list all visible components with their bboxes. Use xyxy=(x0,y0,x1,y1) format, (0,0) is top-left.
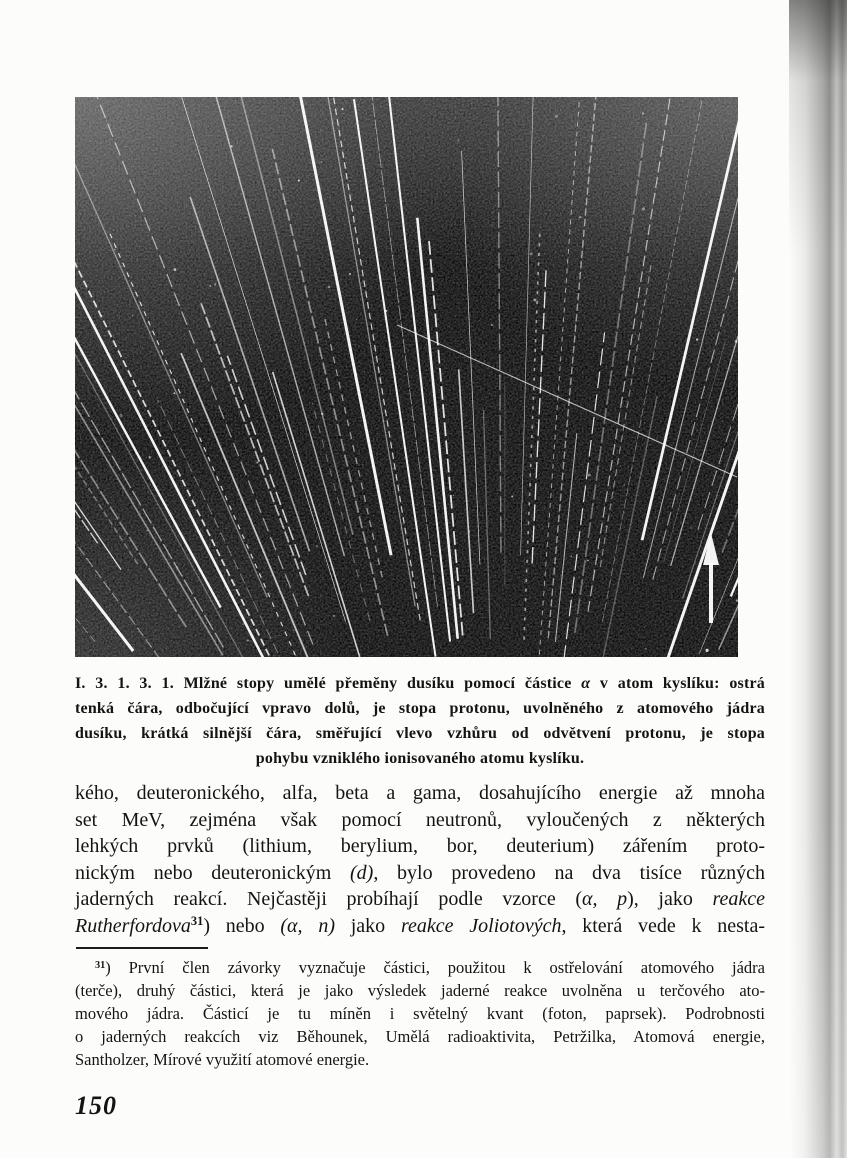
footnote-line-4: o jaderných reakcích viz Běhounek, Umělá radioaktivita, Petržilka, Atomová energie, xyxy=(75,1027,765,1046)
body-line-4: nickým nebo deuteronickým (d), bylo provedeno na dva tisíce různých xyxy=(75,861,765,884)
footnote-line-1: $^{31}$) První člen závorky vyznačuje částici, použitou k ostřelování atomového jádra xyxy=(95,958,765,977)
footnote-line-5: Santholzer, Mírové využití atomové energie. xyxy=(75,1050,370,1069)
caption-line-4: pohybu vzniklého ionisovaného atomu kyslíku. xyxy=(255,750,585,767)
footnote-line-2: (terče), druhý částici, která je jako výsledek jaderné reakce uvolněna u terčového ato- xyxy=(75,981,765,1000)
film-grain-overlay xyxy=(75,97,738,657)
figure-caption xyxy=(75,671,765,771)
book-spine-shadow xyxy=(789,0,847,1158)
body-line-3: lehkých prvků (lithium, berylium, bor, deuterium) zářením proto- xyxy=(75,835,765,857)
body-line-1: kého, deuteronického, alfa, beta a gama, dosahujícího energie až mnoha xyxy=(75,782,765,804)
body-line-2: set MeV, zejména však pomocí neutronů, vyloučených z některých xyxy=(75,808,765,831)
page-number: 150 xyxy=(75,1091,117,1120)
footnote-line-3: mového jádra. Částicí je tu míněn i světelný kvant (foton, paprsek). Podrobnosti xyxy=(75,1004,765,1023)
caption-line-1: I. 3. 1. 3. 1. Mlžné stopy umělé přeměny dusíku pomocí částice α v atom kyslíku: ostrá xyxy=(75,675,765,692)
footnote xyxy=(75,956,765,1071)
body-text xyxy=(75,780,765,939)
footnote-separator xyxy=(76,947,208,949)
cloud-chamber-photo xyxy=(75,97,738,657)
caption-line-2: tenká čára, odbočující vpravo dolů, je stopa protonu, uvolněného z atomového jádra xyxy=(75,700,765,717)
body-line-6: Rutherfordova$^{31}$) nebo (α, n) jako reakce Joliotových, která vede k nesta- xyxy=(75,914,765,937)
cloud-chamber-figure xyxy=(75,97,738,657)
caption-line-3: dusíku, krátká silnější čára, směřující vlevo vzhůru od odvětvení protonu, je stopa xyxy=(75,725,765,742)
body-line-5: jaderných reakcí. Nejčastěji probíhají podle vzorce (α, p), jako reakce xyxy=(75,888,766,910)
